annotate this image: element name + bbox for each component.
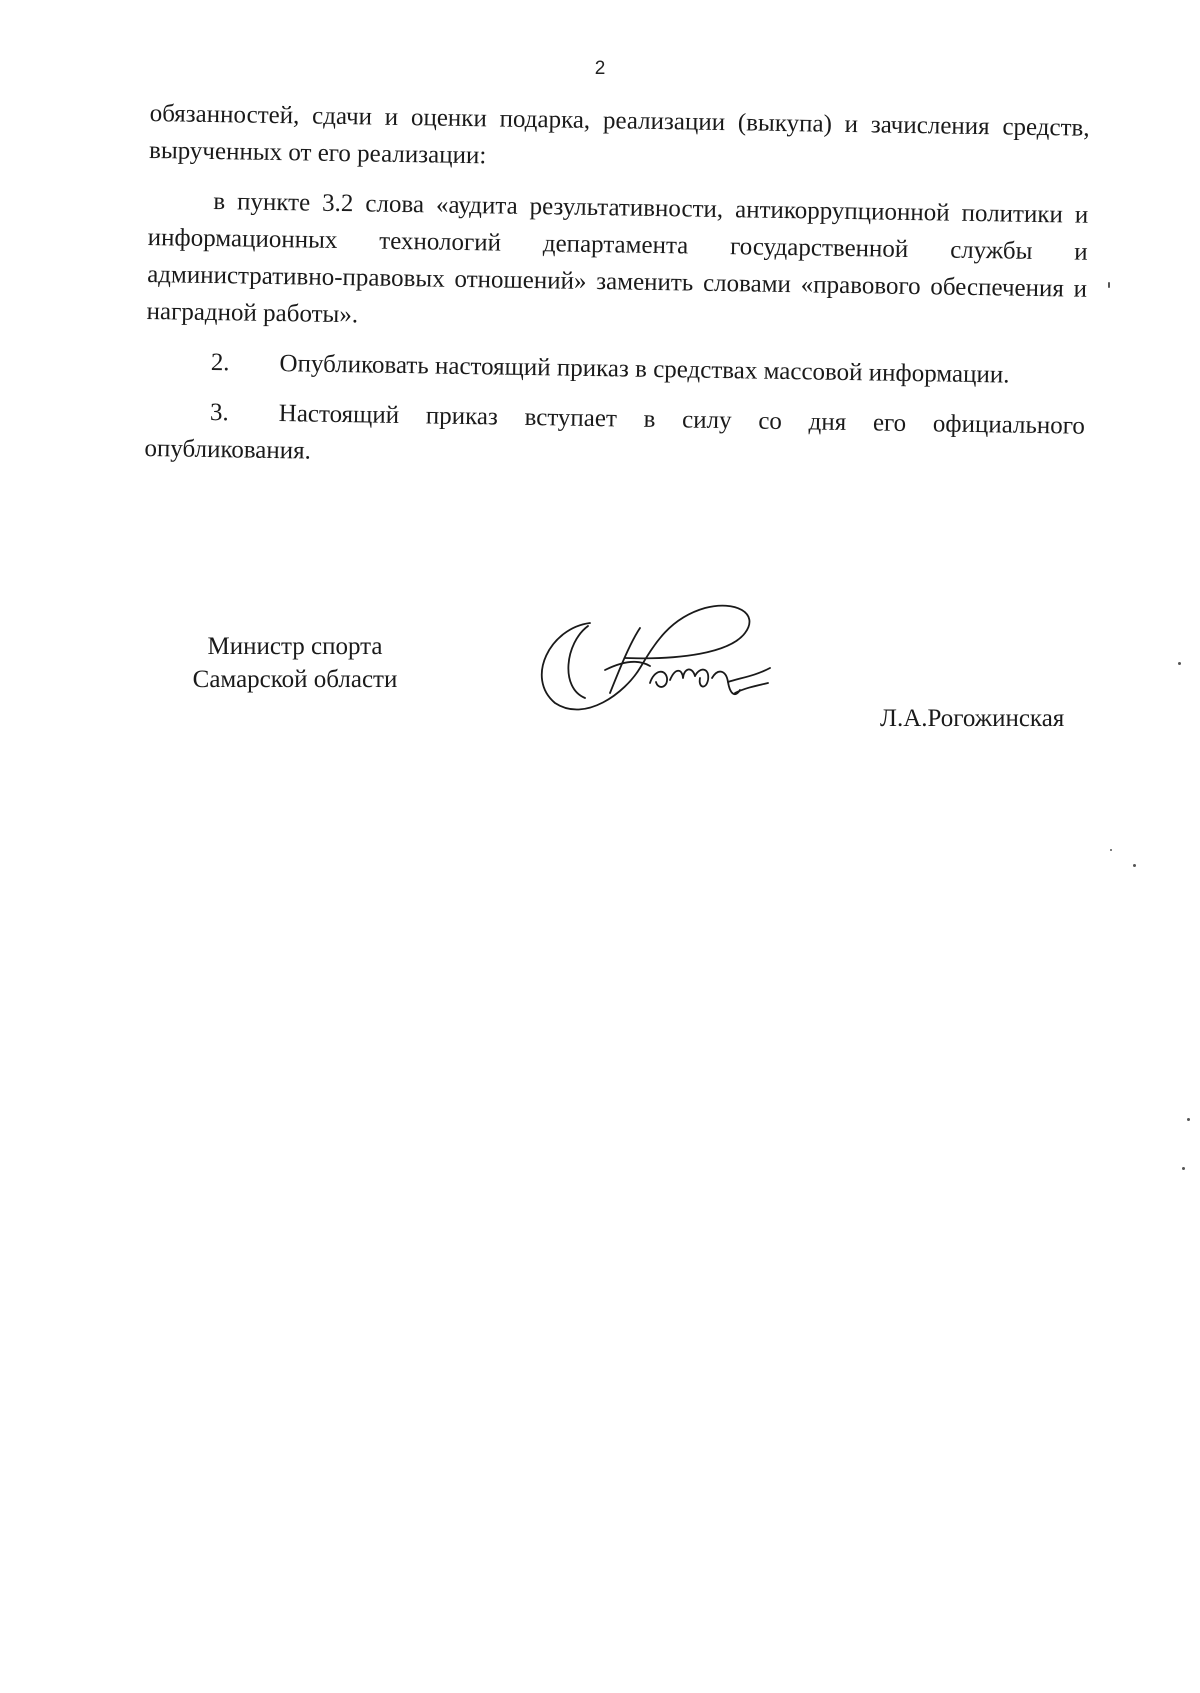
paragraph-item-2: 2. Опубликовать настоящий приказ в средствах массовой информации. (210, 348, 1010, 389)
paragraph-amendment: в пункте 3.2 слова «аудита результативности, антикоррупционной политики и информационных технологий департамента государственной службы и административно-правовых отношений» заменить словами «правового обеспечения и наградной работы». (146, 188, 1089, 329)
scan-artifact (1178, 662, 1181, 665)
scan-artifact (1182, 1167, 1185, 1170)
signer-position (175, 630, 415, 696)
signature-block (0, 0, 1200, 800)
signer-position-line-1: Министр спорта (207, 633, 383, 660)
paragraph-item-3: 3. Настоящий приказ вступает в силу со дня его официального опубликования. (144, 398, 1086, 465)
scan-artifact (1187, 1118, 1190, 1121)
signer-position-line-2: Самарской области (192, 666, 398, 693)
scan-artifact (1110, 849, 1112, 851)
paragraph-continuation: обязанностей, сдачи и оценки подарка, реализации (выкупа) и зачисления средств, вырученных от его реализации: (148, 99, 1090, 170)
page-number: 2 (594, 58, 606, 79)
scan-artifact (1133, 864, 1136, 867)
handwritten-signature (530, 598, 775, 718)
scan-artifact (1108, 282, 1110, 288)
signer-name: Л.А.Рогожинская (880, 705, 1065, 732)
